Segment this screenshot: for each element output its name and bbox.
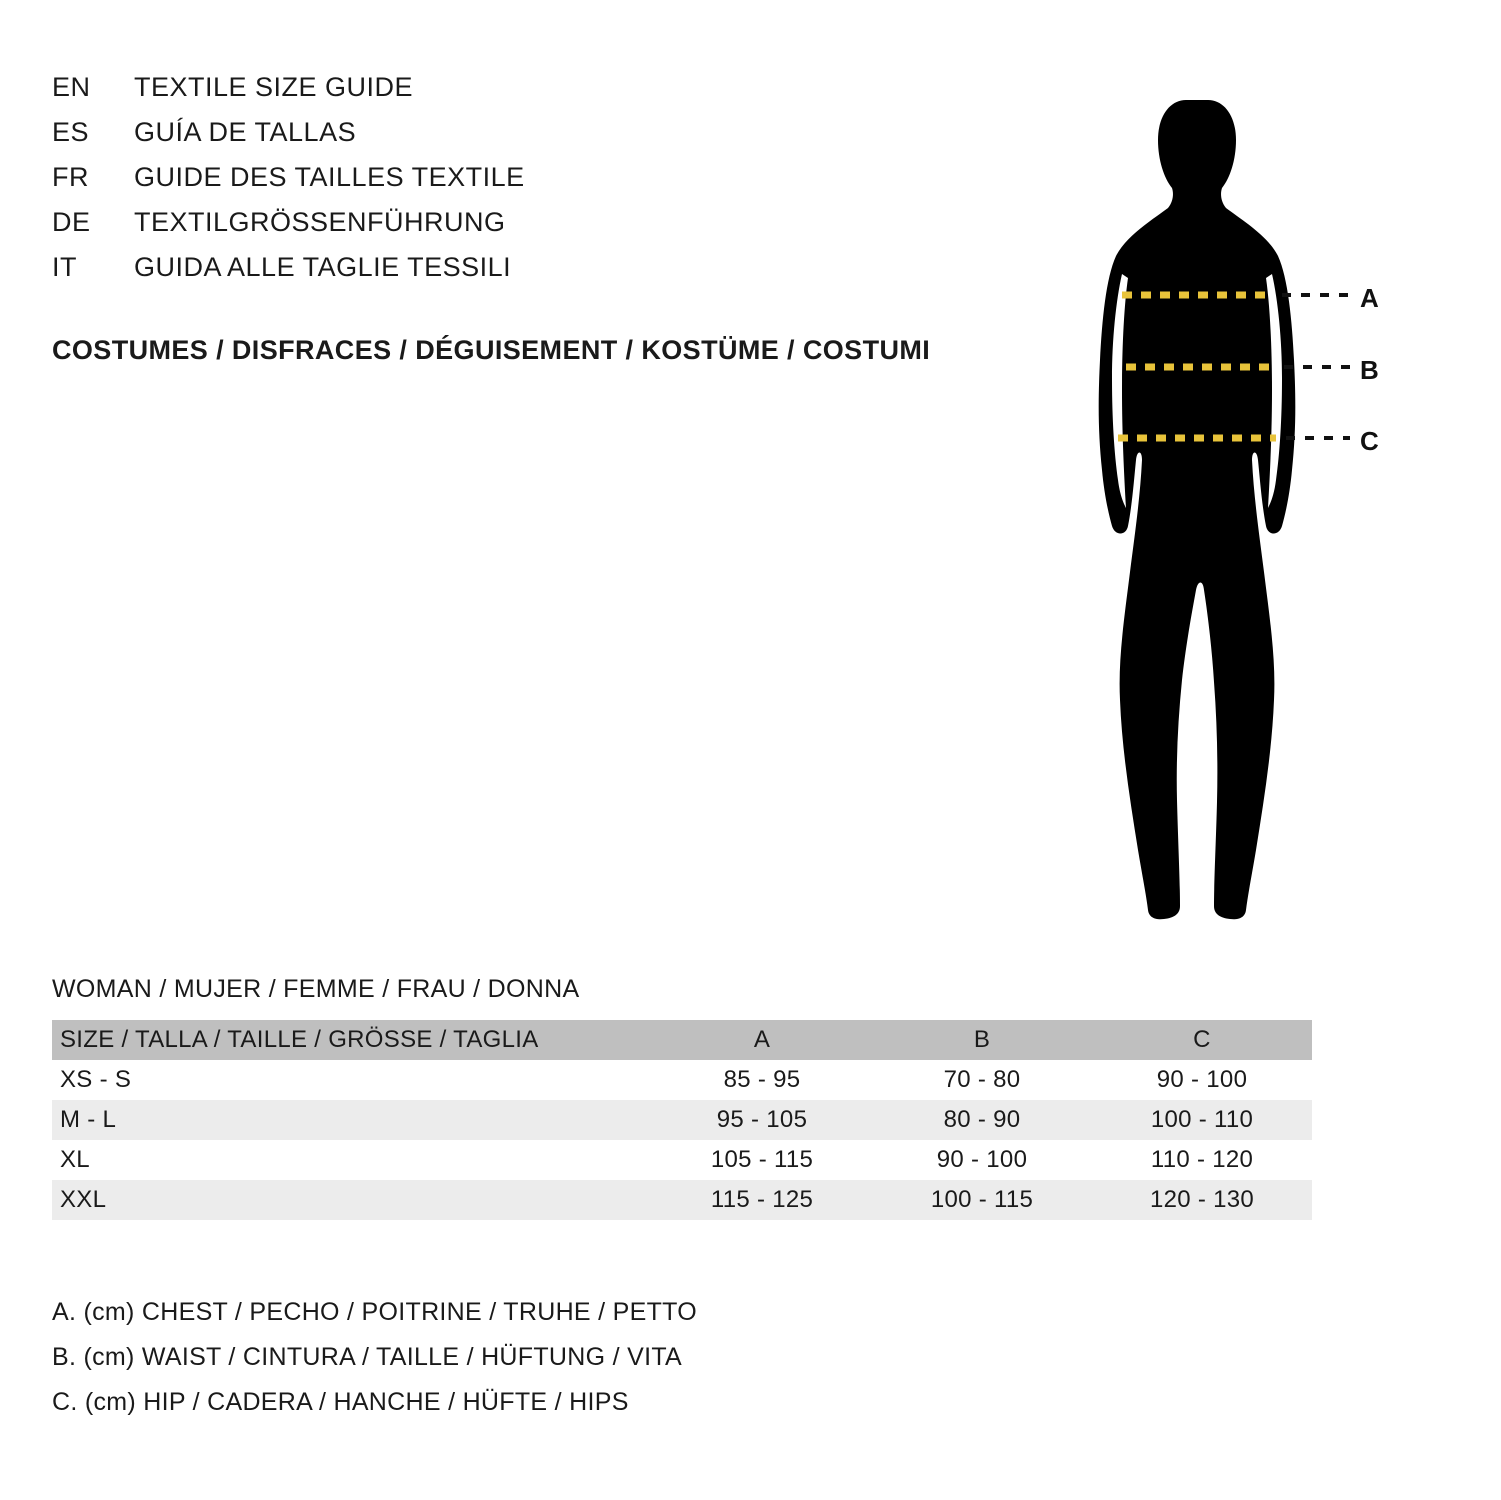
cell-c: 110 - 120 <box>1092 1140 1312 1180</box>
table-header-a: A <box>652 1020 872 1060</box>
cell-b: 80 - 90 <box>872 1100 1092 1140</box>
language-row <box>52 207 1032 252</box>
table-header-b: B <box>872 1020 1092 1060</box>
cell-a: 115 - 125 <box>652 1180 872 1220</box>
language-code: FR <box>52 162 89 192</box>
costumes-subtitle: COSTUMES / DISFRACES / DÉGUISEMENT / KOSTÜME / COSTUMI <box>52 335 931 365</box>
table-caption: WOMAN / MUJER / FEMME / FRAU / DONNA <box>52 975 580 1003</box>
language-code: ES <box>52 117 90 147</box>
table-row <box>52 1180 1312 1220</box>
marker-label-a: A <box>1360 283 1379 313</box>
language-title: GUIDA ALLE TAGLIE TESSILI <box>134 252 512 282</box>
cell-size: XXL <box>52 1180 652 1220</box>
legend-a: A. (cm) CHEST / PECHO / POITRINE / TRUHE / PETTO <box>52 1298 698 1326</box>
woman-silhouette-icon <box>1060 60 1480 940</box>
language-title: GUÍA DE TALLAS <box>134 117 357 147</box>
table-header-c: C <box>1092 1020 1312 1060</box>
legend-b: B. (cm) WAIST / CINTURA / TAILLE / HÜFTUNG / VITA <box>52 1343 683 1371</box>
language-code: DE <box>52 207 91 237</box>
cell-a: 105 - 115 <box>652 1140 872 1180</box>
cell-size: XL <box>52 1140 652 1180</box>
marker-label-c: C <box>1360 426 1379 456</box>
measurement-legend <box>52 1290 697 1425</box>
cell-c: 100 - 110 <box>1092 1100 1312 1140</box>
cell-size: XS - S <box>52 1060 652 1100</box>
language-list <box>52 72 1032 297</box>
cell-c: 120 - 130 <box>1092 1180 1312 1220</box>
language-row <box>52 252 1032 297</box>
marker-label-b: B <box>1360 355 1379 385</box>
cell-a: 95 - 105 <box>652 1100 872 1140</box>
cell-b: 100 - 115 <box>872 1180 1092 1220</box>
cell-b: 70 - 80 <box>872 1060 1092 1100</box>
table-row <box>52 1140 1312 1180</box>
table-header-row <box>52 1020 1312 1060</box>
language-title: TEXTILE SIZE GUIDE <box>134 72 414 102</box>
table-header-size: SIZE / TALLA / TAILLE / GRÖSSE / TAGLIA <box>52 1020 652 1060</box>
legend-c: C. (cm) HIP / CADERA / HANCHE / HÜFTE / HIPS <box>52 1388 629 1416</box>
cell-b: 90 - 100 <box>872 1140 1092 1180</box>
cell-c: 90 - 100 <box>1092 1060 1312 1100</box>
language-row <box>52 72 1032 117</box>
size-table-section <box>52 975 1342 1220</box>
size-table <box>52 1020 1312 1220</box>
figure-diagram <box>1060 60 1480 940</box>
language-title: GUIDE DES TAILLES TEXTILE <box>134 162 525 192</box>
language-row <box>52 162 1032 207</box>
table-row <box>52 1060 1312 1100</box>
cell-size: M - L <box>52 1100 652 1140</box>
cell-a: 85 - 95 <box>652 1060 872 1100</box>
language-title: TEXTILGRÖSSENFÜHRUNG <box>134 207 506 237</box>
language-row <box>52 117 1032 162</box>
language-code: IT <box>52 252 77 282</box>
table-row <box>52 1100 1312 1140</box>
language-code: EN <box>52 72 91 102</box>
